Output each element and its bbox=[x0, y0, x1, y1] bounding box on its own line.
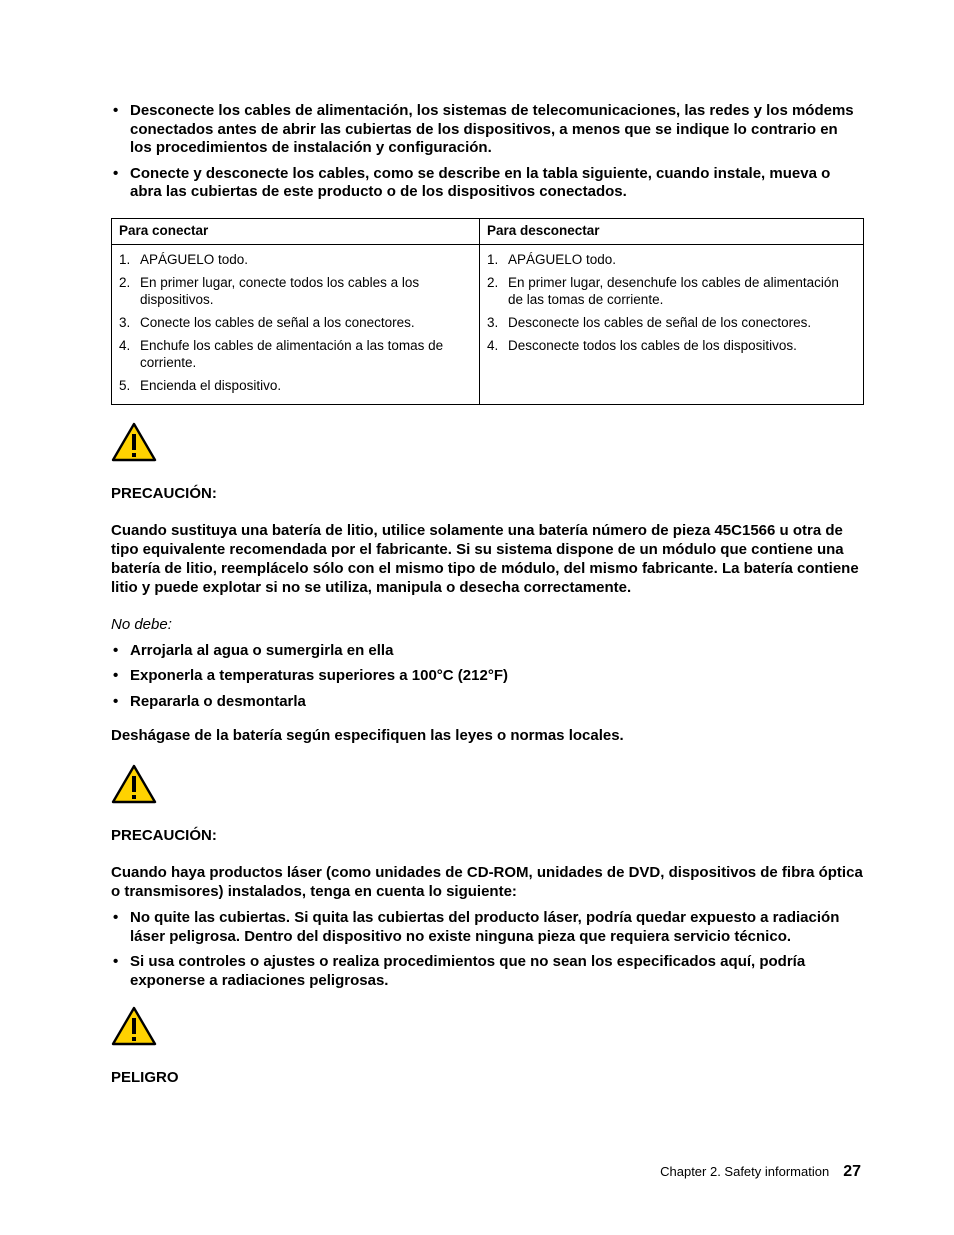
danger-title: PELIGRO bbox=[111, 1069, 179, 1086]
page-number: 27 bbox=[843, 1163, 861, 1180]
list-item: • Desconecte los cables de alimentación, los sistemas de telecomunicaciones, las redes y los módems conectados antes de abrir las cubiertas de los dispositivos, a menos que se indique lo contrario en los procedimientos de instalación y configuración. bbox=[111, 102, 863, 158]
table-row bbox=[112, 244, 864, 404]
list-item: 2. En primer lugar, desenchufe los cables de alimentación de las tomas de corriente. bbox=[487, 274, 839, 307]
connect-steps-list bbox=[119, 251, 472, 394]
warning-triangle-icon bbox=[111, 764, 157, 804]
list-item: 1. APÁGUELO todo. bbox=[119, 251, 249, 267]
list-item: • No quite las cubiertas. Si quita las cubiertas del producto láser, podría quedar expuesto a radiación láser peligrosa. Dentro del dispositivo no existe ninguna pieza que requiera servicio técnico. bbox=[111, 909, 863, 946]
caution-block-laser bbox=[111, 764, 863, 990]
list-item: 2. En primer lugar, conecte todos los cables a los dispositivos. bbox=[119, 274, 420, 307]
warning-triangle-icon bbox=[111, 1006, 157, 1046]
list-item: 3. Conecte los cables de señal a los conectores. bbox=[119, 314, 415, 330]
list-item: • Arrojarla al agua o sumergirla en ella bbox=[111, 642, 863, 661]
list-item: 4. Desconecte todos los cables de los dispositivos. bbox=[487, 337, 797, 353]
list-item: • Si usa controles o ajustes o realiza procedimientos que no sean los especificados aquí, podría exponerse a radiaciones peligrosas. bbox=[111, 953, 863, 990]
disconnect-steps-list bbox=[487, 251, 856, 354]
footer-chapter: Chapter 2. Safety information bbox=[660, 1164, 830, 1179]
page-footer bbox=[660, 1163, 861, 1181]
caution-title: PRECAUCIÓN: bbox=[111, 827, 217, 844]
list-item: • Exponerla a temperaturas superiores a 100°C (212°F) bbox=[111, 667, 863, 686]
disposal-text: Deshágase de la batería según especifiquen las leyes o normas locales. bbox=[111, 727, 624, 744]
list-item: • Repararla o desmontarla bbox=[111, 693, 863, 712]
intro-bullet-list bbox=[111, 102, 863, 202]
list-item: 5. Encienda el dispositivo. bbox=[119, 377, 282, 393]
list-item: 4. Enchufe los cables de alimentación a las tomas de corriente. bbox=[119, 337, 444, 370]
connect-steps-cell bbox=[112, 244, 480, 404]
list-item: • Conecte y desconecte los cables, como se describe en la tabla siguiente, cuando instale, mueva o abra las cubiertas de este producto o de los dispositivos conectados. bbox=[111, 165, 863, 202]
list-item: 1. APÁGUELO todo. bbox=[487, 251, 617, 267]
table-header-connect: Para conectar bbox=[112, 218, 480, 244]
list-item: 3. Desconecte los cables de señal de los conectores. bbox=[487, 314, 812, 330]
caution-text: Cuando sustituya una batería de litio, utilice solamente una batería número de pieza 45C1566 u otra de tipo equivalente recomendada por el fabricante. Si su sistema dispone de un módulo que contiene una batería de litio, reemplácelo sólo con el mismo tipo de módulo, del mismo fabricante. La batería contiene litio y puede explotar si no se utiliza, manipula o desecha correctamente. bbox=[111, 521, 859, 596]
disconnect-steps-cell bbox=[480, 244, 864, 404]
page-content bbox=[111, 102, 863, 1087]
caution-bullet-list bbox=[111, 642, 863, 712]
caution-title: PRECAUCIÓN: bbox=[111, 484, 217, 502]
danger-block bbox=[111, 1006, 863, 1087]
caution-block-battery bbox=[111, 422, 863, 746]
no-debe-label: No debe: bbox=[111, 615, 172, 633]
table-header-row bbox=[112, 218, 864, 244]
caution-text: Cuando haya productos láser (como unidades de CD-ROM, unidades de DVD, dispositivos de fibra óptica o transmisores) instalados, tenga en cuenta lo siguiente: bbox=[111, 864, 863, 900]
warning-triangle-icon bbox=[111, 422, 157, 462]
table-header-disconnect: Para desconectar bbox=[480, 218, 864, 244]
connect-disconnect-table bbox=[111, 218, 864, 405]
caution-bullet-list bbox=[111, 909, 863, 990]
